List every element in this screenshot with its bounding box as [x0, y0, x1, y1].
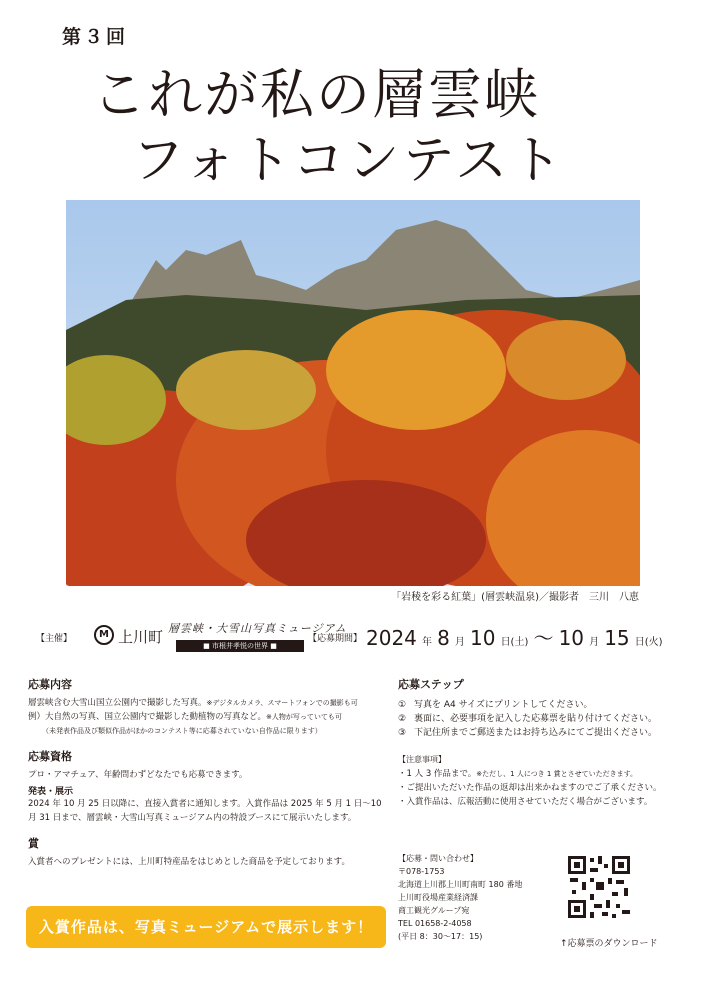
photo-caption: 「岩稜を彩る紅葉」(層雲峡温泉)／撮影者 三川 八恵 [391, 592, 639, 603]
date-unit: 日(火) [634, 637, 663, 648]
eligibility-heading: 応募資格 [28, 750, 72, 763]
eligibility-text: プロ・アマチュア、年齢問わずどなたでも応募できます。 [28, 770, 248, 780]
title-line-2: フォトコンテスト [132, 131, 566, 191]
date-unit: 月 [454, 637, 465, 648]
exhibition-banner: 入賞作品は、写真ミュージアムで展示します！ [26, 906, 386, 948]
note-item [398, 767, 688, 781]
contents-line-1 [28, 696, 388, 710]
contact-heading: 【応募・問い合わせ】 [398, 854, 478, 863]
date-start-month: 8 [437, 626, 450, 650]
note-item [398, 795, 688, 809]
prize-heading: 賞 [28, 837, 39, 850]
period-label: 【応募期間】 [308, 634, 363, 644]
date-unit: 年 [422, 637, 432, 648]
application-period [366, 622, 663, 651]
contact-group: 商工観光グループ宛 [398, 906, 470, 915]
date-separator: ～ [533, 626, 554, 650]
autumn-photo [66, 200, 640, 586]
notes-list [398, 767, 688, 809]
announcement-heading: 発表・展示 [28, 787, 74, 797]
step-number: ② [398, 714, 407, 724]
step-item [398, 712, 688, 726]
qr-download-label: ↑応募票のダウンロード [560, 939, 658, 949]
step-item [398, 726, 688, 740]
date-start-day: 10 [470, 626, 496, 650]
contents-text: 例）大自然の写真、国立公園内で撮影した動植物の写真など。 [28, 712, 267, 722]
steps-heading: 応募ステップ [398, 678, 464, 691]
contents-note: ※デジタルカメラ、スマートフォンでの撮影も可 [206, 699, 358, 707]
date-year: 2024 [366, 626, 417, 650]
contents-text: 層雲峡含む大雪山国立公園内で撮影した写真。 [28, 698, 207, 708]
step-number: ③ [398, 728, 407, 738]
contact-tel: TEL 01658-2-4058 [398, 919, 472, 928]
notes-heading: 【注意事項】 [398, 755, 446, 764]
contents-heading: 応募内容 [28, 678, 72, 691]
museum-subtitle: ■ 市根井孝悦の世界 ■ [176, 640, 304, 652]
contact-postal: 〒078-1753 [398, 867, 445, 876]
town-name: 上川町 [118, 628, 164, 646]
contact-hours: (平日 8：30～17：15) [398, 932, 483, 941]
date-unit: 日(土) [500, 637, 529, 648]
step-item [398, 698, 688, 712]
date-unit: 月 [589, 637, 600, 648]
step-number: ① [398, 700, 407, 710]
step-text: 写真を A4 サイズにプリントしてください。 [414, 700, 593, 710]
step-text: 裏面に、必要事項を記入した応募票を貼り付けてください。 [414, 714, 658, 724]
contact-dept: 上川町役場産業経済課 [398, 893, 478, 902]
organizer-row [36, 620, 672, 656]
prize-text: 入賞者へのプレゼントには、上川町特産品をはじめとした商品を予定しております。 [28, 857, 350, 867]
contact-block [398, 852, 522, 943]
contents-note: ※人物が写っていても可 [266, 713, 342, 721]
date-end-month: 10 [558, 626, 585, 650]
note-text: 1 人 3 作品まで。 [406, 769, 477, 779]
note-text: 入賞作品は、広報活動に使用させていただく場合がございます。 [406, 797, 653, 807]
museum-name: 層雲峡・大雪山写真ミュージアム [168, 622, 347, 635]
step-text: 下記住所までご郵送またはお持ち込みにてご提出ください。 [414, 728, 658, 738]
contact-address: 北海道上川郡上川町南町 180 番地 [398, 880, 523, 889]
date-end-day: 15 [604, 626, 630, 650]
title-line-1: これが私の層雲峡 [92, 63, 540, 126]
note-text: ご提出いただいた作品の返却は出来かねますのでご了承ください。 [406, 783, 662, 793]
announcement-text: 2024 年 10 月 25 日以降に、直接入賞者に通知します。入賞作品は 2025 年 5 月 1 日～10 月 31 日まで、層雲峡・大雪山写真ミュージアム内の特設ブースにて展示いたします。 [28, 799, 382, 823]
edition-label: 第３回 [62, 26, 129, 48]
note-small: ※ただし、1 人につき 1 賞とさせていただきます。 [476, 770, 638, 778]
host-label: 【主催】 [36, 634, 73, 644]
contents-line-2 [28, 710, 388, 724]
qr-code-icon[interactable] [566, 854, 632, 920]
steps-list [398, 698, 688, 740]
note-item [398, 781, 688, 795]
town-logo-icon: M [94, 625, 114, 645]
left-column [28, 676, 388, 869]
right-column [398, 676, 688, 809]
contents-line-3: （未発表作品及び類似作品がほかのコンテスト等に応募されていない自作品に限ります） [42, 727, 322, 735]
